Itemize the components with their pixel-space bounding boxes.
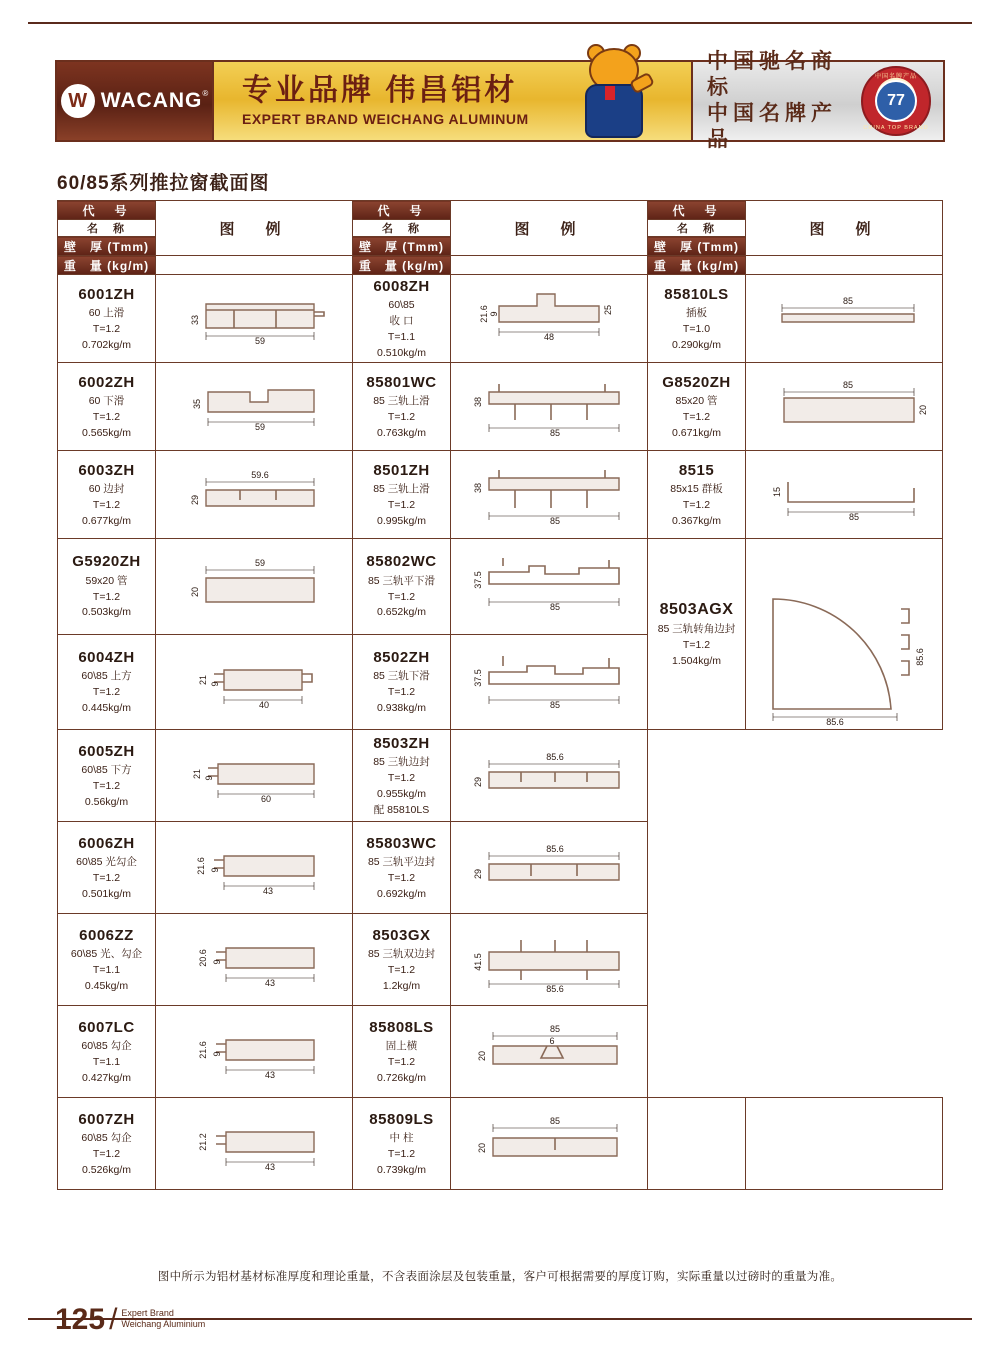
- product-desc: 60\85: [388, 299, 415, 312]
- product-figure-cell: [156, 1098, 353, 1190]
- product-figure-cell: [156, 363, 353, 451]
- product-weight: 0.995kg/m: [376, 514, 427, 527]
- product-weight: 0.45kg/m: [84, 979, 129, 992]
- empty-cell: [648, 1098, 746, 1190]
- award-block: [693, 49, 943, 152]
- product-weight: 0.763kg/m: [376, 426, 427, 439]
- header-figure-2: 图 例: [451, 201, 648, 256]
- dim-width: 59: [254, 421, 266, 432]
- product-desc: 85 三轨转角边封: [657, 623, 736, 636]
- dim-width: 85: [848, 511, 860, 522]
- wacang-logo-icon: W: [61, 84, 95, 118]
- dim-height: 21: [198, 674, 208, 685]
- folio-brand-line2: Weichang Aluminium: [121, 1318, 206, 1329]
- dim-width: 85: [549, 515, 561, 526]
- header-code-1: 代 号: [58, 201, 156, 220]
- product-weight: 1.2kg/m: [382, 979, 421, 992]
- product-code: 6007ZH: [78, 1110, 135, 1128]
- product-thickness: T=1.2: [92, 1147, 121, 1160]
- dim-height: 20: [918, 404, 928, 415]
- product-desc: 固上横: [385, 1040, 418, 1053]
- dim-height-2: 9: [204, 774, 214, 781]
- slogan-block: [214, 62, 693, 140]
- dim-width: 85: [549, 1023, 561, 1034]
- product-info-cell: [648, 275, 746, 363]
- product-weight: 0.526kg/m: [81, 1163, 132, 1176]
- product-code: 8502ZH: [373, 648, 430, 666]
- header-weight-2: 重 量 (kg/m): [353, 256, 451, 275]
- product-weight: 0.677kg/m: [81, 514, 132, 527]
- product-desc: 60\85 下方: [81, 764, 132, 777]
- dim-width: 60: [260, 793, 272, 804]
- table-row: [58, 1006, 943, 1098]
- product-weight: 0.503kg/m: [81, 606, 132, 619]
- dim-height: 21.6: [198, 1040, 208, 1059]
- spec-table-wrapper: [57, 200, 943, 1190]
- product-thickness: T=1.2: [92, 322, 121, 335]
- product-weight: 0.938kg/m: [376, 701, 427, 714]
- dim-width: 85: [842, 379, 854, 390]
- table-row: [58, 363, 943, 451]
- dim-height-2: 9: [212, 958, 222, 965]
- product-figure-cell: [746, 275, 943, 363]
- dim-height: 20: [477, 1142, 487, 1153]
- product-code: 85801WC: [366, 373, 437, 391]
- brand-banner: [55, 49, 945, 152]
- product-figure-cell: [451, 275, 648, 363]
- page-folio: [55, 1303, 206, 1336]
- dim-width: 85: [842, 295, 854, 306]
- page-number: 125: [55, 1303, 106, 1336]
- product-thickness: T=1.2: [387, 871, 416, 884]
- product-thickness: T=1.2: [387, 1147, 416, 1160]
- product-thickness: T=1.1: [92, 1055, 121, 1068]
- table-row: [58, 914, 943, 1006]
- table-row: [58, 275, 943, 363]
- product-thickness: T=1.2: [92, 686, 121, 699]
- product-thickness: T=1.0: [682, 322, 711, 335]
- product-desc: 中 柱: [389, 1132, 414, 1145]
- product-desc: 60 下滑: [88, 395, 125, 408]
- product-code: 6008ZH: [373, 277, 430, 295]
- slogan-chinese: 专业品牌 伟昌铝材: [242, 73, 518, 107]
- dim-width: 59: [254, 558, 266, 569]
- product-figure-cell: [746, 451, 943, 539]
- dim-height: 29: [473, 776, 483, 787]
- product-info-cell: [353, 730, 451, 822]
- header-thickness-3: 壁 厚 (Tmm): [648, 237, 746, 256]
- product-figure-cell: [451, 539, 648, 635]
- product-desc: 59x20 管: [85, 574, 128, 587]
- product-thickness: T=1.1: [92, 963, 121, 976]
- product-figure-cell: [451, 1098, 648, 1190]
- table-row: [58, 822, 943, 914]
- product-figure-cell: [156, 451, 353, 539]
- product-thickness: T=1.2: [92, 498, 121, 511]
- header-weight-1: 重 量 (kg/m): [58, 256, 156, 275]
- dim-width: 85: [549, 427, 561, 438]
- dim-width: 43: [264, 1161, 276, 1172]
- product-note: 配 85810LS: [373, 803, 430, 816]
- product-weight: 0.739kg/m: [376, 1163, 427, 1176]
- folio-slash: /: [109, 1303, 118, 1336]
- product-figure-cell: [451, 1006, 648, 1098]
- product-info-cell: [58, 730, 156, 822]
- dim-width: 59.6: [251, 469, 269, 480]
- product-code: 6007LC: [78, 1018, 135, 1036]
- header-name-2: 名 称: [353, 220, 451, 237]
- product-thickness: T=1.2: [387, 410, 416, 423]
- product-desc: 85 三轨平边封: [367, 856, 436, 869]
- dim-width: 85: [549, 699, 561, 710]
- dim-width: 85.6: [546, 983, 564, 994]
- brand-logo-text: WACANG: [100, 89, 203, 112]
- dim-height: 33: [190, 314, 200, 325]
- product-desc: 60 边封: [88, 483, 125, 496]
- product-figure-cell: [746, 363, 943, 451]
- product-thickness: T=1.2: [387, 590, 416, 603]
- product-info-cell: [58, 1098, 156, 1190]
- dim-height: 15: [772, 486, 782, 497]
- product-thickness: T=1.2: [92, 871, 121, 884]
- product-code: 85810LS: [664, 285, 729, 303]
- dim-height: 85.6: [915, 648, 925, 666]
- dim-height-2: 9: [489, 310, 499, 317]
- product-code: 8515: [678, 461, 715, 479]
- product-figure-cell: [156, 1006, 353, 1098]
- product-desc: 85x15 群板: [670, 483, 723, 496]
- dim-height: 29: [190, 494, 200, 505]
- product-code: 85802WC: [366, 553, 437, 571]
- product-info-cell: [58, 275, 156, 363]
- product-code: 6004ZH: [78, 648, 135, 666]
- product-thickness: T=1.2: [92, 779, 121, 792]
- china-top-brand-seal-icon: [861, 66, 931, 136]
- product-figure-cell: [451, 634, 648, 730]
- product-weight: 0.652kg/m: [376, 606, 427, 619]
- product-thickness: T=1.1: [387, 330, 416, 343]
- product-info-cell: [58, 822, 156, 914]
- product-figure-cell: [451, 363, 648, 451]
- table-header-row-weight: [58, 256, 943, 275]
- product-thickness: T=1.2: [387, 772, 416, 784]
- dim-width: 85.6: [546, 751, 564, 762]
- product-weight: 0.501kg/m: [81, 887, 132, 900]
- table-row: [58, 1098, 943, 1190]
- product-code: 6006ZZ: [79, 926, 134, 944]
- product-weight: 0.702kg/m: [81, 338, 132, 351]
- dim-height: 38: [473, 396, 483, 407]
- dim-height: 21.2: [198, 1132, 208, 1151]
- header-code-2: 代 号: [353, 201, 451, 220]
- award-line-1: 中国驰名商标: [707, 49, 837, 99]
- product-info-cell: [58, 451, 156, 539]
- product-thickness: T=1.2: [92, 410, 121, 423]
- registered-mark-icon: ®: [202, 89, 209, 98]
- folio-brand: [121, 1308, 205, 1334]
- empty-cell: [746, 1098, 943, 1190]
- product-weight: 0.445kg/m: [81, 701, 132, 714]
- mascot-tiger-icon: [575, 46, 653, 144]
- product-figure-cell: [156, 730, 353, 822]
- table-row: [58, 539, 943, 635]
- product-weight: 0.955kg/m: [376, 787, 427, 800]
- product-desc: 60 上滑: [88, 307, 125, 320]
- table-row: [58, 451, 943, 539]
- dim-height: 20.6: [198, 948, 208, 967]
- product-info-cell: [58, 634, 156, 730]
- page-rule-top: [28, 22, 972, 24]
- product-figure-cell: [451, 730, 648, 822]
- product-thickness: T=1.2: [682, 639, 711, 652]
- dim-height: 38: [473, 482, 483, 493]
- product-figure-cell: [746, 539, 943, 730]
- product-weight: 0.692kg/m: [376, 887, 427, 900]
- product-code: 8503ZH: [373, 734, 430, 752]
- dim-height: 21: [192, 768, 202, 779]
- seal-top-text: 中国名牌产品: [874, 74, 917, 80]
- dim-height: 21.6: [479, 304, 489, 323]
- product-code: 85808LS: [369, 1018, 434, 1036]
- dim-height-2: 9: [212, 1050, 222, 1057]
- dim-height: 29: [473, 868, 483, 879]
- product-code: 6006ZH: [78, 834, 135, 852]
- product-desc-2: 收 口: [389, 315, 414, 327]
- product-desc: 60\85 上方: [81, 670, 132, 683]
- product-code: 6005ZH: [78, 742, 135, 760]
- product-info-cell: [648, 451, 746, 539]
- header-name-1: 名 称: [58, 220, 156, 237]
- product-figure-cell: [451, 822, 648, 914]
- product-info-cell: [353, 451, 451, 539]
- product-weight: 0.671kg/m: [671, 426, 722, 439]
- product-figure-cell: [156, 634, 353, 730]
- header-figure-3: 图 例: [746, 201, 943, 256]
- product-desc: 60\85 光勾企: [76, 856, 137, 869]
- dim-width: 43: [264, 977, 276, 988]
- product-weight: 0.290kg/m: [671, 338, 722, 351]
- dim-height: 37.5: [473, 668, 483, 687]
- award-line-2: 中国名牌产品: [707, 102, 837, 152]
- dim-width: 85.6: [826, 717, 844, 727]
- dim-height: 21.6: [196, 856, 206, 875]
- product-info-cell: [353, 822, 451, 914]
- header-thickness-2: 壁 厚 (Tmm): [353, 237, 451, 256]
- spec-table: [57, 200, 943, 1190]
- header-figure-1: 图 例: [156, 201, 353, 256]
- product-figure-cell: [156, 914, 353, 1006]
- brand-logo: [57, 62, 214, 140]
- product-info-cell: [353, 363, 451, 451]
- product-thickness: T=1.2: [682, 498, 711, 511]
- product-desc: 60\85 光、勾企: [70, 948, 143, 961]
- product-desc: 插板: [686, 307, 707, 320]
- dim-height: 20: [477, 1050, 487, 1061]
- product-info-cell: [353, 1098, 451, 1190]
- product-figure-cell: [451, 914, 648, 1006]
- dim-width: 43: [262, 885, 274, 896]
- product-code: 6002ZH: [78, 373, 135, 391]
- dim-width: 85.6: [546, 843, 564, 854]
- header-code-3: 代 号: [648, 201, 746, 220]
- product-info-cell: [648, 363, 746, 451]
- dim-width: 85: [549, 602, 561, 613]
- product-desc: 85 三轨平下滑: [367, 574, 436, 587]
- table-header-row-code: [58, 201, 943, 220]
- header-name-3: 名 称: [648, 220, 746, 237]
- product-thickness: T=1.2: [387, 498, 416, 511]
- product-desc: 85 三轨上滑: [373, 483, 430, 496]
- product-info-cell: [353, 275, 451, 363]
- product-info-cell: [58, 539, 156, 635]
- product-weight: 0.367kg/m: [671, 514, 722, 527]
- product-thickness: T=1.2: [387, 963, 416, 976]
- product-code: G5920ZH: [72, 553, 141, 571]
- product-code: 6003ZH: [78, 461, 135, 479]
- dim-width: 40: [258, 699, 270, 710]
- product-weight: 0.565kg/m: [81, 426, 132, 439]
- folio-brand-line1: Expert Brand: [121, 1307, 174, 1318]
- product-thickness: T=1.2: [682, 410, 711, 423]
- product-desc: 85 三轨双边封: [367, 948, 436, 961]
- product-info-cell: [353, 914, 451, 1006]
- dim-height-3: 25: [603, 304, 613, 315]
- product-thickness: T=1.2: [92, 590, 121, 603]
- product-figure-cell: [451, 451, 648, 539]
- product-code: 85809LS: [369, 1110, 434, 1128]
- product-code: 8503GX: [372, 926, 431, 944]
- product-figure-cell: [156, 822, 353, 914]
- product-weight: 0.510kg/m: [376, 346, 427, 359]
- product-desc: 60\85 勾企: [81, 1040, 132, 1053]
- product-desc: 85 三轨上滑: [373, 395, 430, 408]
- product-figure-cell: [156, 539, 353, 635]
- footnote: 图中所示为铝材基材标准厚度和理论重量，不含表面涂层及包装重量，客户可根据需要的厚度订购，实际重量以过磅时的重量为准。: [157, 1271, 843, 1283]
- slogan-english: EXPERT BRAND WEICHANG ALUMINUM: [242, 110, 529, 127]
- header-thickness-1: 壁 厚 (Tmm): [58, 237, 156, 256]
- product-info-cell: [648, 539, 746, 730]
- product-info-cell: [353, 634, 451, 730]
- product-desc: 85 三轨下滑: [373, 670, 430, 683]
- header-weight-3: 重 量 (kg/m): [648, 256, 746, 275]
- product-desc: 60\85 勾企: [81, 1132, 132, 1145]
- seal-center-text: 77: [875, 80, 917, 122]
- dim-height-2: 9: [210, 866, 220, 873]
- product-info-cell: [353, 1006, 451, 1098]
- product-info-cell: [58, 363, 156, 451]
- product-desc: 85 三轨边封: [373, 756, 430, 769]
- dim-height-2: 6: [549, 1035, 555, 1046]
- product-figure-cell: [156, 275, 353, 363]
- table-row: [58, 730, 943, 822]
- product-info-cell: [353, 539, 451, 635]
- product-weight: 1.504kg/m: [671, 654, 722, 667]
- product-thickness: T=1.2: [387, 686, 416, 699]
- product-code: 8503AGX: [659, 601, 734, 619]
- seal-bottom-text: CHINA TOP BRAND: [863, 125, 929, 131]
- product-thickness: T=1.2: [387, 1055, 416, 1068]
- product-desc: 85x20 管: [675, 395, 718, 408]
- product-code: 85803WC: [366, 834, 437, 852]
- product-code: 8501ZH: [373, 461, 430, 479]
- product-weight: 0.56kg/m: [84, 795, 129, 808]
- product-weight: 0.427kg/m: [81, 1071, 132, 1084]
- dim-width: 43: [264, 1069, 276, 1080]
- product-info-cell: [58, 1006, 156, 1098]
- dim-height: 41.5: [473, 952, 483, 971]
- product-code: G8520ZH: [662, 373, 731, 391]
- dim-height-2: 9: [210, 681, 220, 687]
- dim-width: 85: [549, 1115, 561, 1126]
- product-weight: 0.726kg/m: [376, 1071, 427, 1084]
- dim-width: 48: [543, 331, 555, 342]
- dim-height: 37.5: [473, 571, 483, 590]
- product-info-cell: [58, 914, 156, 1006]
- dim-height: 20: [190, 587, 200, 598]
- page-title: 60/85系列推拉窗截面图: [57, 173, 270, 194]
- dim-width: 59: [254, 335, 266, 346]
- dim-height: 35: [192, 398, 202, 409]
- product-code: 6001ZH: [78, 285, 135, 303]
